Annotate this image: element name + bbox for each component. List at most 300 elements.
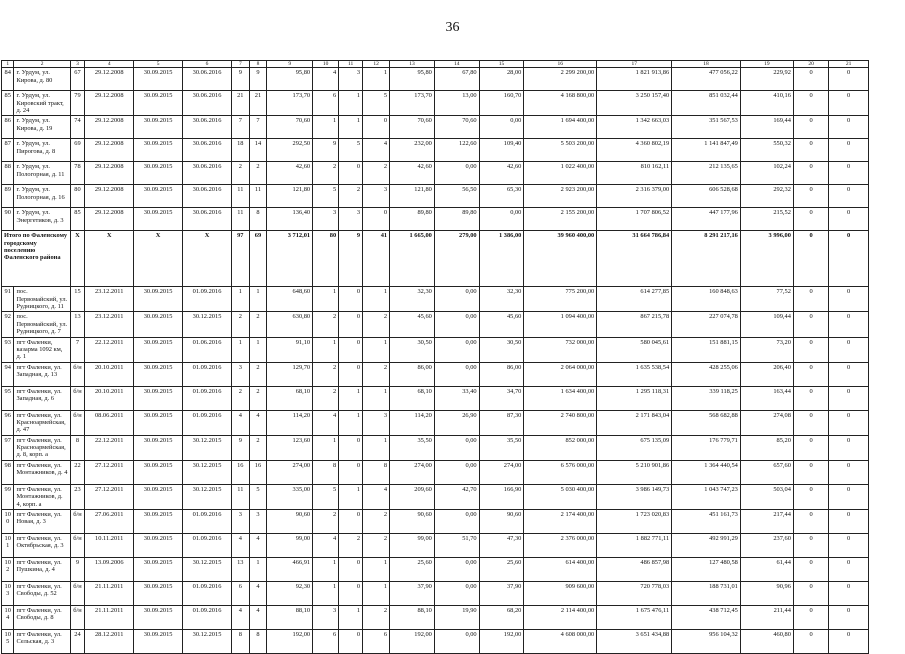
table-cell: 2 xyxy=(231,312,249,337)
total-cell: 8 291 217,16 xyxy=(672,231,741,287)
table-cell: 70,60 xyxy=(267,116,313,139)
table-cell: 477 056,22 xyxy=(672,68,741,91)
table-cell: 87,30 xyxy=(479,410,524,435)
table-cell: 90,60 xyxy=(390,509,435,533)
table-cell: 1 xyxy=(363,386,390,410)
table-cell: 215,52 xyxy=(740,208,793,231)
table-cell: 176 779,71 xyxy=(672,435,741,460)
table-cell: 37,90 xyxy=(479,581,524,605)
table-cell: 2 740 800,00 xyxy=(524,410,597,435)
table-cell: 01.09.2016 xyxy=(183,287,232,312)
table-cell: 648,60 xyxy=(267,287,313,312)
table-row xyxy=(2,139,869,162)
table-cell: 109,40 xyxy=(479,139,524,162)
table-row xyxy=(2,386,869,410)
table-cell: 27.12.2011 xyxy=(85,460,134,484)
table-cell: 85 xyxy=(70,208,85,231)
table-cell: 30.09.2015 xyxy=(134,435,183,460)
table-cell: 0 xyxy=(829,287,869,312)
table-cell: 30.12.2015 xyxy=(183,460,232,484)
table-cell: 30.09.2015 xyxy=(134,581,183,605)
total-cell: 97 xyxy=(231,231,249,287)
table-row xyxy=(2,557,869,581)
table-cell: 08.06.2011 xyxy=(85,410,134,435)
table-cell: 8 xyxy=(249,208,267,231)
table-cell: 1 882 771,11 xyxy=(597,533,672,557)
table-cell: 0 xyxy=(829,509,869,533)
table-cell: 0 xyxy=(339,337,363,362)
table-cell: 32,30 xyxy=(479,287,524,312)
address-cell: пгт Фаленки, ул. Новая, д. 3 xyxy=(14,509,70,533)
table-cell: 0,00 xyxy=(434,337,479,362)
total-cell: 0 xyxy=(829,231,869,287)
table-cell: 0 xyxy=(829,362,869,386)
table-cell: 0 xyxy=(793,337,828,362)
table-cell: 2 xyxy=(249,362,267,386)
address-cell: пгт Фаленки, ул. Западная, д. 6 xyxy=(14,386,70,410)
address-cell: г. Урдум, ул. Энергетиков, д. 3 xyxy=(14,208,70,231)
column-number: 1 xyxy=(2,61,14,68)
table-cell: 5 210 901,86 xyxy=(597,460,672,484)
table-cell: 0,00 xyxy=(434,162,479,185)
table-cell: 91 xyxy=(2,287,14,312)
table-cell: 909 600,00 xyxy=(524,581,597,605)
table-cell: 30.12.2015 xyxy=(183,435,232,460)
table-cell: 2 xyxy=(249,435,267,460)
table-cell: 30.12.2015 xyxy=(183,312,232,337)
table-cell: 45,60 xyxy=(390,312,435,337)
table-cell: 0 xyxy=(829,162,869,185)
table-cell: 3 xyxy=(363,185,390,208)
table-cell: 1 xyxy=(363,287,390,312)
table-cell: 410,16 xyxy=(740,91,793,116)
table-row xyxy=(2,208,869,231)
table-cell: 7 xyxy=(231,116,249,139)
table-cell: 2 xyxy=(363,162,390,185)
table-cell: 7 xyxy=(249,116,267,139)
table-row xyxy=(2,509,869,533)
table-cell: 0 xyxy=(793,435,828,460)
table-row xyxy=(2,287,869,312)
table-cell: 85,20 xyxy=(740,435,793,460)
table-cell: 657,60 xyxy=(740,460,793,484)
address-cell: г. Урдум, ул. Пирогова, д. 8 xyxy=(14,139,70,162)
table-cell: 580 045,61 xyxy=(597,337,672,362)
table-cell: 29.12.2008 xyxy=(85,91,134,116)
table-cell: 27.06.2011 xyxy=(85,509,134,533)
table-cell: 69 xyxy=(70,139,85,162)
table-cell: 2 114 400,00 xyxy=(524,605,597,629)
table-cell: 1 xyxy=(313,581,339,605)
column-number: 17 xyxy=(597,61,672,68)
table-row xyxy=(2,460,869,484)
table-cell: 492 991,29 xyxy=(672,533,741,557)
table-cell: 8 xyxy=(313,460,339,484)
table-cell: 9 xyxy=(249,68,267,91)
table-cell: 90,60 xyxy=(479,509,524,533)
table-cell: 30,50 xyxy=(479,337,524,362)
table-cell: 67 xyxy=(70,68,85,91)
table-cell: 42,60 xyxy=(390,162,435,185)
table-cell: 2 299 200,00 xyxy=(524,68,597,91)
table-cell: 335,00 xyxy=(267,484,313,509)
table-cell: 0 xyxy=(339,435,363,460)
table-cell: 720 778,03 xyxy=(597,581,672,605)
table-cell: 30,50 xyxy=(390,337,435,362)
table-cell: 5 503 200,00 xyxy=(524,139,597,162)
table-cell: 227 074,78 xyxy=(672,312,741,337)
table-cell: 4 608 000,00 xyxy=(524,629,597,653)
table-cell: 2 923 200,00 xyxy=(524,185,597,208)
table-cell: 89 xyxy=(2,185,14,208)
table-cell: 166,90 xyxy=(479,484,524,509)
table-cell: 01.09.2016 xyxy=(183,605,232,629)
table-cell: б/н xyxy=(70,605,85,629)
table-cell: 23.12.2011 xyxy=(85,287,134,312)
table-cell: 51,70 xyxy=(434,533,479,557)
table-cell: 292,50 xyxy=(267,139,313,162)
table-cell: 13.09.2006 xyxy=(85,557,134,581)
table-cell: 5 030 400,00 xyxy=(524,484,597,509)
table-cell: 129,70 xyxy=(267,362,313,386)
table-cell: 19,90 xyxy=(434,605,479,629)
table-cell: 169,44 xyxy=(740,116,793,139)
table-cell: 292,32 xyxy=(740,185,793,208)
table-cell: 11 xyxy=(231,185,249,208)
table-cell: 2 xyxy=(363,362,390,386)
column-number: 10 xyxy=(313,61,339,68)
table-cell: 867 215,78 xyxy=(597,312,672,337)
table-cell: 102,24 xyxy=(740,162,793,185)
table-cell: 11 xyxy=(231,208,249,231)
table-cell: 47,30 xyxy=(479,533,524,557)
table-cell: 4 xyxy=(249,410,267,435)
table-cell: 3 xyxy=(249,509,267,533)
table-cell: 30.09.2015 xyxy=(134,139,183,162)
table-cell: 92 xyxy=(2,312,14,337)
table-cell: 212 135,65 xyxy=(672,162,741,185)
table-cell: 5 xyxy=(363,91,390,116)
table-cell: 3 250 157,40 xyxy=(597,91,672,116)
table-cell: 0 xyxy=(829,410,869,435)
table-cell: 0,00 xyxy=(479,116,524,139)
table-cell: 1 364 440,54 xyxy=(672,460,741,484)
table-cell: 121,80 xyxy=(390,185,435,208)
table-cell: 30.09.2015 xyxy=(134,162,183,185)
table-cell: 29.12.2008 xyxy=(85,68,134,91)
table-cell: 9 xyxy=(313,139,339,162)
table-cell: 34,70 xyxy=(479,386,524,410)
address-cell: пгт Фаленки, ул. Пушкина, д. 4 xyxy=(14,557,70,581)
table-cell: 89,80 xyxy=(390,208,435,231)
table-row xyxy=(2,362,869,386)
table-cell: 0 xyxy=(829,460,869,484)
table-cell: 20.10.2011 xyxy=(85,362,134,386)
address-cell: пгт Фаленки, ул. Октябрьская, д. 3 xyxy=(14,533,70,557)
table-cell: 95,80 xyxy=(390,68,435,91)
table-cell: 13,00 xyxy=(434,91,479,116)
table-row xyxy=(2,116,869,139)
table-cell: 0,00 xyxy=(434,287,479,312)
table-cell: 91,10 xyxy=(267,337,313,362)
table-cell: 1 xyxy=(249,337,267,362)
table-cell: 0 xyxy=(793,362,828,386)
table-row xyxy=(2,68,869,91)
table-cell: 30.09.2015 xyxy=(134,509,183,533)
table-cell: 0 xyxy=(829,533,869,557)
table-cell: 32,30 xyxy=(390,287,435,312)
table-cell: 486 857,98 xyxy=(597,557,672,581)
table-cell: 3 xyxy=(339,68,363,91)
table-row xyxy=(2,629,869,653)
table-cell: 1 342 663,03 xyxy=(597,116,672,139)
table-cell: 24 xyxy=(70,629,85,653)
table-cell: 104 xyxy=(2,605,14,629)
table-cell: 90 xyxy=(2,208,14,231)
table-cell: 93 xyxy=(2,337,14,362)
total-cell: X xyxy=(70,231,85,287)
table-cell: 22.12.2011 xyxy=(85,435,134,460)
table-cell: 956 104,32 xyxy=(672,629,741,653)
table-cell: 2 xyxy=(363,312,390,337)
table-row xyxy=(2,185,869,208)
column-number: 19 xyxy=(740,61,793,68)
table-row xyxy=(2,312,869,337)
table-cell: 209,60 xyxy=(390,484,435,509)
table-cell: 123,60 xyxy=(267,435,313,460)
table-cell: 1 xyxy=(313,287,339,312)
table-cell: 1 675 476,11 xyxy=(597,605,672,629)
table-cell: 01.09.2016 xyxy=(183,581,232,605)
table-cell: 33,40 xyxy=(434,386,479,410)
table-cell: 0 xyxy=(793,287,828,312)
table-cell: 4 xyxy=(231,605,249,629)
table-cell: 68,10 xyxy=(267,386,313,410)
table-cell: 0 xyxy=(793,484,828,509)
column-number: 21 xyxy=(829,61,869,68)
table-cell: 29.12.2008 xyxy=(85,208,134,231)
table-cell: 151 881,15 xyxy=(672,337,741,362)
table-cell: 42,70 xyxy=(434,484,479,509)
table-cell: 20.10.2011 xyxy=(85,386,134,410)
total-label: Итого по Фаленскому городскому поселению Фаленского района xyxy=(2,231,71,287)
table-cell: 0 xyxy=(793,581,828,605)
table-cell: 2 xyxy=(339,533,363,557)
table-cell: 4 168 800,00 xyxy=(524,91,597,116)
table-cell: 1 xyxy=(313,337,339,362)
table-cell: 30.06.2016 xyxy=(183,116,232,139)
table-cell: 2 xyxy=(249,386,267,410)
table-cell: 0,00 xyxy=(434,312,479,337)
table-cell: 6 xyxy=(313,91,339,116)
table-cell: 460,80 xyxy=(740,629,793,653)
table-cell: 13 xyxy=(70,312,85,337)
table-cell: 0 xyxy=(793,208,828,231)
table-cell: 94 xyxy=(2,362,14,386)
table-cell: 100 xyxy=(2,509,14,533)
table-cell: 1 xyxy=(231,287,249,312)
table-cell: 2 xyxy=(313,312,339,337)
table-cell: 01.09.2016 xyxy=(183,362,232,386)
table-cell: 8 xyxy=(249,629,267,653)
table-cell: 10.11.2011 xyxy=(85,533,134,557)
address-cell: пгт Фаленки, ул. Западная, д. 13 xyxy=(14,362,70,386)
table-cell: 30.09.2015 xyxy=(134,410,183,435)
table-cell: 30.06.2016 xyxy=(183,185,232,208)
table-cell: 01.09.2016 xyxy=(183,533,232,557)
table-cell: 86 xyxy=(2,116,14,139)
table-cell: 30.09.2015 xyxy=(134,557,183,581)
page-number: 36 xyxy=(445,20,460,35)
table-cell: 30.06.2016 xyxy=(183,208,232,231)
table-cell: 45,60 xyxy=(479,312,524,337)
column-number-row xyxy=(2,61,869,68)
table-cell: 1 635 538,54 xyxy=(597,362,672,386)
table-cell: 30.09.2015 xyxy=(134,208,183,231)
table-cell: 13 xyxy=(231,557,249,581)
table-cell: 160,70 xyxy=(479,91,524,116)
address-cell: г. Урдум, ул. Кирова, д. 80 xyxy=(14,68,70,91)
table-cell: 114,20 xyxy=(390,410,435,435)
table-cell: б/н xyxy=(70,509,85,533)
table-cell: 27.12.2011 xyxy=(85,484,134,509)
table-cell: 0 xyxy=(339,629,363,653)
table-cell: 188 731,01 xyxy=(672,581,741,605)
table-row xyxy=(2,605,869,629)
total-cell: 1 386,00 xyxy=(479,231,524,287)
table-cell: 0 xyxy=(829,208,869,231)
table-row xyxy=(2,533,869,557)
table-cell: 0 xyxy=(793,629,828,653)
table-cell: 0,00 xyxy=(434,460,479,484)
table-row xyxy=(2,484,869,509)
address-cell: г. Урдум, ул. Пологорная, д. 16 xyxy=(14,185,70,208)
column-number: 18 xyxy=(672,61,741,68)
table-cell: 103 xyxy=(2,581,14,605)
table-cell: 35,50 xyxy=(479,435,524,460)
table-cell: 30.09.2015 xyxy=(134,337,183,362)
table-cell: 0 xyxy=(829,581,869,605)
table-cell: 0,00 xyxy=(434,629,479,653)
table-cell: 92,30 xyxy=(267,581,313,605)
total-cell: 9 xyxy=(339,231,363,287)
table-cell: 1 xyxy=(363,435,390,460)
total-cell: 31 664 786,84 xyxy=(597,231,672,287)
table-cell: 102 xyxy=(2,557,14,581)
table-cell: 0 xyxy=(339,581,363,605)
table-cell: 89,80 xyxy=(434,208,479,231)
address-cell: пгт Фаленки, ул. Монтажников, д. 4 xyxy=(14,460,70,484)
total-cell: X xyxy=(183,231,232,287)
table-cell: 86,00 xyxy=(390,362,435,386)
table-cell: 0 xyxy=(339,362,363,386)
table-cell: 136,40 xyxy=(267,208,313,231)
table-cell: б/н xyxy=(70,581,85,605)
table-cell: 3 xyxy=(313,208,339,231)
table-cell: 3 xyxy=(339,208,363,231)
table-cell: 232,00 xyxy=(390,139,435,162)
table-cell: 606 528,68 xyxy=(672,185,741,208)
address-cell: пгт Фаленки, ул. Красноармейская, д. 8, корп. а xyxy=(14,435,70,460)
table-cell: 99,00 xyxy=(267,533,313,557)
table-cell: 73,20 xyxy=(740,337,793,362)
table-cell: 97 xyxy=(2,435,14,460)
address-cell: г. Урдум, ул. Кировский тракт, д. 24 xyxy=(14,91,70,116)
table-cell: 4 xyxy=(363,139,390,162)
table-cell: б/н xyxy=(70,386,85,410)
table-cell: 274,00 xyxy=(479,460,524,484)
table-cell: 274,00 xyxy=(267,460,313,484)
table-cell: 67,80 xyxy=(434,68,479,91)
table-cell: 21 xyxy=(231,91,249,116)
column-number: 20 xyxy=(793,61,828,68)
table-cell: 0 xyxy=(793,139,828,162)
table-cell: 30.12.2015 xyxy=(183,557,232,581)
table-cell: 0 xyxy=(339,557,363,581)
table-cell: 2 xyxy=(363,533,390,557)
table-cell: 3 xyxy=(313,605,339,629)
table-cell: 1 xyxy=(363,337,390,362)
table-row xyxy=(2,91,869,116)
column-number: 7 xyxy=(231,61,249,68)
table-cell: 173,70 xyxy=(390,91,435,116)
table-cell: 1 xyxy=(339,116,363,139)
table-cell: 1 094 400,00 xyxy=(524,312,597,337)
table-cell: 56,50 xyxy=(434,185,479,208)
table-row xyxy=(2,581,869,605)
table-cell: 99 xyxy=(2,484,14,509)
table-cell: 0 xyxy=(793,533,828,557)
total-cell: 69 xyxy=(249,231,267,287)
table-cell: 30.09.2015 xyxy=(134,605,183,629)
total-cell: 41 xyxy=(363,231,390,287)
table-cell: 01.09.2016 xyxy=(183,509,232,533)
table-cell: 28.12.2011 xyxy=(85,629,134,653)
table-cell: 0 xyxy=(363,208,390,231)
table-cell: 1 xyxy=(339,484,363,509)
table-cell: 11 xyxy=(249,185,267,208)
table-cell: 1 043 747,23 xyxy=(672,484,741,509)
table-cell: 3 xyxy=(363,410,390,435)
table-cell: 30.09.2015 xyxy=(134,460,183,484)
table-cell: 0 xyxy=(793,116,828,139)
table-cell: 30.06.2016 xyxy=(183,139,232,162)
table-cell: 6 xyxy=(313,629,339,653)
table-cell: 1 xyxy=(363,557,390,581)
table-cell: 30.06.2016 xyxy=(183,91,232,116)
table-cell: 5 xyxy=(313,484,339,509)
table-cell: 0,00 xyxy=(434,362,479,386)
table-cell: 9 xyxy=(231,68,249,91)
table-cell: 1 xyxy=(313,557,339,581)
column-number: 2 xyxy=(14,61,70,68)
table-cell: 2 316 379,00 xyxy=(597,185,672,208)
table-cell: 85 xyxy=(2,91,14,116)
table-cell: 8 xyxy=(70,435,85,460)
total-cell: 39 960 400,00 xyxy=(524,231,597,287)
table-cell: 80 xyxy=(70,185,85,208)
column-number: 3 xyxy=(70,61,85,68)
table-cell: 95 xyxy=(2,386,14,410)
table-cell: 0 xyxy=(339,509,363,533)
table-cell: 2 155 200,00 xyxy=(524,208,597,231)
table-cell: 4 xyxy=(249,605,267,629)
table-cell: 2 xyxy=(249,312,267,337)
table-cell: 2 xyxy=(313,362,339,386)
table-cell: 0 xyxy=(829,116,869,139)
table-cell: 451 161,73 xyxy=(672,509,741,533)
table-cell: 0 xyxy=(829,605,869,629)
